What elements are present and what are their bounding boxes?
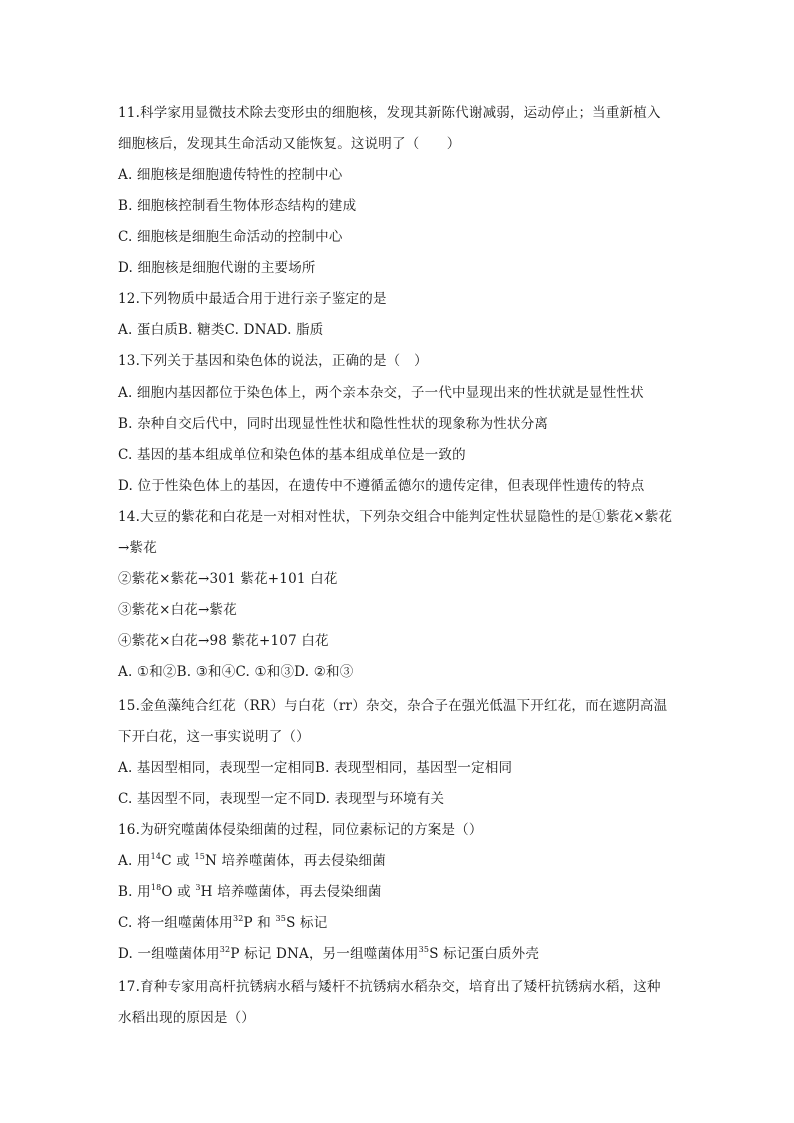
q16-stem: 16.为研究噬菌体侵染细菌的过程，同位素标记的方案是（） — [118, 822, 483, 838]
q16-option-c — [118, 913, 327, 933]
q16-b-isotope-2: 3 — [195, 883, 201, 892]
q16-d-text-2: P 标记 DNA，另一组噬菌体用 — [230, 946, 419, 962]
q16-d-isotope-2: 35 — [418, 945, 430, 954]
q16-option-b — [118, 882, 382, 902]
q14-stem-line-2: →紫花 — [118, 540, 157, 556]
q16-option-a — [118, 851, 386, 871]
q16-c-isotope-1: 32 — [232, 914, 244, 923]
q14-cross-2: ②紫花×紫花→301 紫花+101 白花 — [118, 571, 338, 587]
q15-options-cd: C. 基因型不同，表现型一定不同D. 表现型与环境有关 — [118, 791, 445, 807]
q16-c-text-3: S 标记 — [286, 915, 328, 931]
q11-stem-line-2: 细胞核后，发现其生命活动又能恢复。这说明了（ ） — [118, 136, 461, 152]
q16-b-text-1: B. 用 — [118, 884, 151, 900]
q13-option-c: C. 基因的基本组成单位和染色体的基本组成单位是一致的 — [118, 447, 466, 463]
q16-d-text-1: D. 一组噬菌体用 — [118, 946, 220, 962]
q16-c-isotope-2: 35 — [275, 914, 287, 923]
q11-option-d: D. 细胞核是细胞代谢的主要场所 — [118, 260, 316, 276]
q14-stem-line-1: 14.大豆的紫花和白花是一对相对性状，下列杂交组合中能判定性状显隐性的是①紫花×紫花 — [118, 509, 673, 525]
q16-d-isotope-1: 32 — [219, 945, 231, 954]
q11-option-c: C. 细胞核是细胞生命活动的控制中心 — [118, 229, 343, 245]
q14-cross-4: ④紫花×白花→98 紫花+107 白花 — [118, 633, 329, 649]
q14-cross-3: ③紫花×白花→紫花 — [118, 602, 237, 618]
q16-b-text-3: H 培养噬菌体，再去侵染细菌 — [200, 884, 382, 900]
q13-option-b: B. 杂种自交后代中，同时出现显性性状和隐性性状的现象称为性状分离 — [118, 416, 549, 432]
q13-option-d: D. 位于性染色体上的基因，在遗传中不遵循孟德尔的遗传定律，但表现伴性遗传的特点 — [118, 478, 645, 494]
q12-stem: 12.下列物质中最适合用于进行亲子鉴定的是 — [118, 291, 387, 307]
q12-options: A. 蛋白质B. 糖类C. DNAD. 脂质 — [118, 322, 324, 338]
q17-stem-line-1: 17.育种专家用高杆抗锈病水稻与矮杆不抗锈病水稻杂交，培育出了矮杆抗锈病水稻，这种 — [118, 979, 661, 995]
q16-a-isotope-2: 15 — [194, 852, 206, 861]
q16-c-text-2: P 和 — [243, 915, 276, 931]
q15-stem-line-2: 下开白花，这一事实说明了（） — [118, 729, 310, 745]
q15-stem-line-1: 15.金鱼藻纯合红花（RR）与白花（rr）杂交，杂合子在强光低温下开红花，而在遮阴高温 — [118, 698, 668, 714]
q11-option-a: A. 细胞核是细胞遗传特性的控制中心 — [118, 167, 343, 183]
q13-option-a: A. 细胞内基因都位于染色体上，两个亲本杂交，子一代中显现出来的性状就是显性性状 — [118, 385, 644, 401]
q16-c-text-1: C. 将一组噬菌体用 — [118, 915, 233, 931]
q16-a-text-1: A. 用 — [118, 853, 151, 869]
q16-b-isotope-1: 18 — [150, 883, 162, 892]
q16-option-d — [118, 944, 539, 964]
q17-stem-line-2: 水稻出现的原因是（） — [118, 1010, 255, 1026]
q16-b-text-2: O 或 — [161, 884, 196, 900]
q16-a-isotope-1: 14 — [150, 852, 162, 861]
q14-options: A. ①和②B. ③和④C. ①和③D. ②和③ — [118, 664, 354, 680]
q15-options-ab: A. 基因型相同，表现型一定相同B. 表现型相同，基因型一定相同 — [118, 760, 513, 776]
q11-option-b: B. 细胞核控制看生物体形态结构的建成 — [118, 198, 357, 214]
q13-stem: 13.下列关于基因和染色体的说法，正确的是（ ） — [118, 353, 428, 369]
q16-d-text-3: S 标记蛋白质外壳 — [429, 946, 540, 962]
q16-a-text-3: N 培养噬菌体，再去侵染细菌 — [205, 853, 386, 869]
q11-stem-line-1: 11.科学家用显微技术除去变形虫的细胞核，发现其新陈代谢减弱，运动停止；当重新植入 — [118, 105, 661, 121]
q16-a-text-2: C 或 — [161, 853, 195, 869]
